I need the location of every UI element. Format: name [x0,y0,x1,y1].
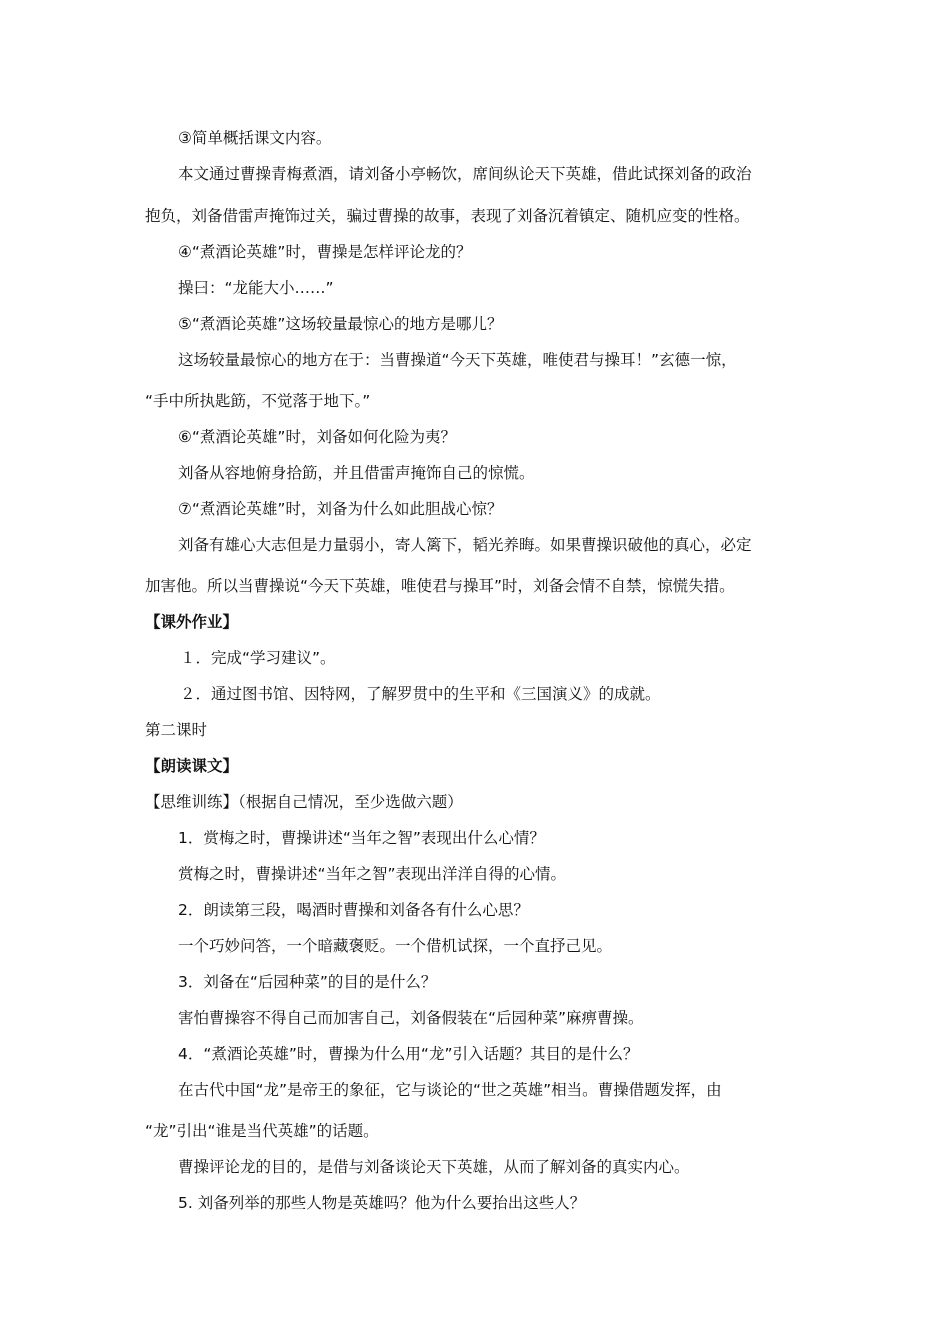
question-4: ④“煮酒论英雄”时，曹操是怎样评论龙的？ [178,243,472,261]
thinking-answer-2: 一个巧妙问答，一个暗藏褒贬。一个借机试探，一个直抒己见。 [178,937,613,955]
answer-7-line-1: 刘备有雄心大志但是力量弱小，寄人篱下，韬光养晦。如果曹操识破他的真心，必定 [178,536,752,554]
thinking-answer-3: 害怕曹操容不得自己而加害自己，刘备假装在“后园种菜”麻痹曹操。 [178,1009,644,1027]
lesson-2-title: 第二课时 [145,721,208,739]
answer-7-line-2: 加害他。所以当曹操说“今天下英雄，唯使君与操耳”时，刘备会情不自禁，惊慌失措。 [145,577,735,595]
thinking-answer-4-line-2: “龙”引出“谁是当代英雄”的话题。 [145,1122,379,1140]
question-3: ③简单概括课文内容。 [178,129,332,147]
answer-3-line-2: 抱负，刘备借雷声掩饰过关，骗过曹操的故事，表现了刘备沉着镇定、随机应变的性格。 [145,207,750,225]
homework-item-2: ２．通过图书馆、因特网，了解罗贯中的生平和《三国演义》的成就。 [180,685,661,703]
thinking-question-3: 3．刘备在“后园种菜”的目的是什么？ [178,973,437,991]
thinking-question-2: 2．朗读第三段，喝酒时曹操和刘备各有什么心思？ [178,901,529,919]
thinking-answer-4-line-3: 曹操评论龙的目的，是借与刘备谈论天下英雄，从而了解刘备的真实内心。 [178,1158,690,1176]
answer-6: 刘备从容地俯身拾筯，并且借雷声掩饰自己的惊慌。 [178,464,535,482]
thinking-question-1: 1．赏梅之时，曹操讲述“当年之智”表现出什么心情？ [178,829,545,847]
section-thinking-heading: 【思维训练】（根据自己情况，至少选做六题） [145,793,463,811]
thinking-question-4: 4．“煮酒论英雄”时，曹操为什么用“龙”引入话题？其目的是什么？ [178,1045,639,1063]
section-reading-heading: 【朗读课文】 [145,757,239,775]
answer-3-line-1: 本文通过曹操青梅煮酒，请刘备小亭畅饮，席间纵论天下英雄，借此试探刘备的政治 [178,165,752,183]
homework-item-1: １．完成“学习建议”。 [180,649,336,667]
thinking-answer-1: 赏梅之时，曹操讲述“当年之智”表现出洋洋自得的心情。 [178,865,567,883]
question-5: ⑤“煮酒论英雄”这场较量最惊心的地方是哪儿？ [178,315,503,333]
section-homework-heading: 【课外作业】 [145,613,239,631]
answer-4: 操曰：“龙能大小……” [178,279,334,297]
answer-5-line-2: “手中所执匙筯，不觉落于地下。” [145,392,371,410]
question-7: ⑦“煮酒论英雄”时，刘备为什么如此胆战心惊？ [178,500,503,518]
answer-5-line-1: 这场较量最惊心的地方在于：当曹操道“今天下英雄，唯使君与操耳！”玄德一惊， [178,351,737,369]
thinking-question-5: 5. 刘备列举的那些人物是英雄吗？他为什么要抬出这些人？ [178,1194,586,1212]
thinking-answer-4-line-1: 在古代中国“龙”是帝王的象征，它与谈论的“世之英雄”相当。曹操借题发挥，由 [178,1081,722,1099]
question-6: ⑥“煮酒论英雄”时，刘备如何化险为夷？ [178,428,456,446]
